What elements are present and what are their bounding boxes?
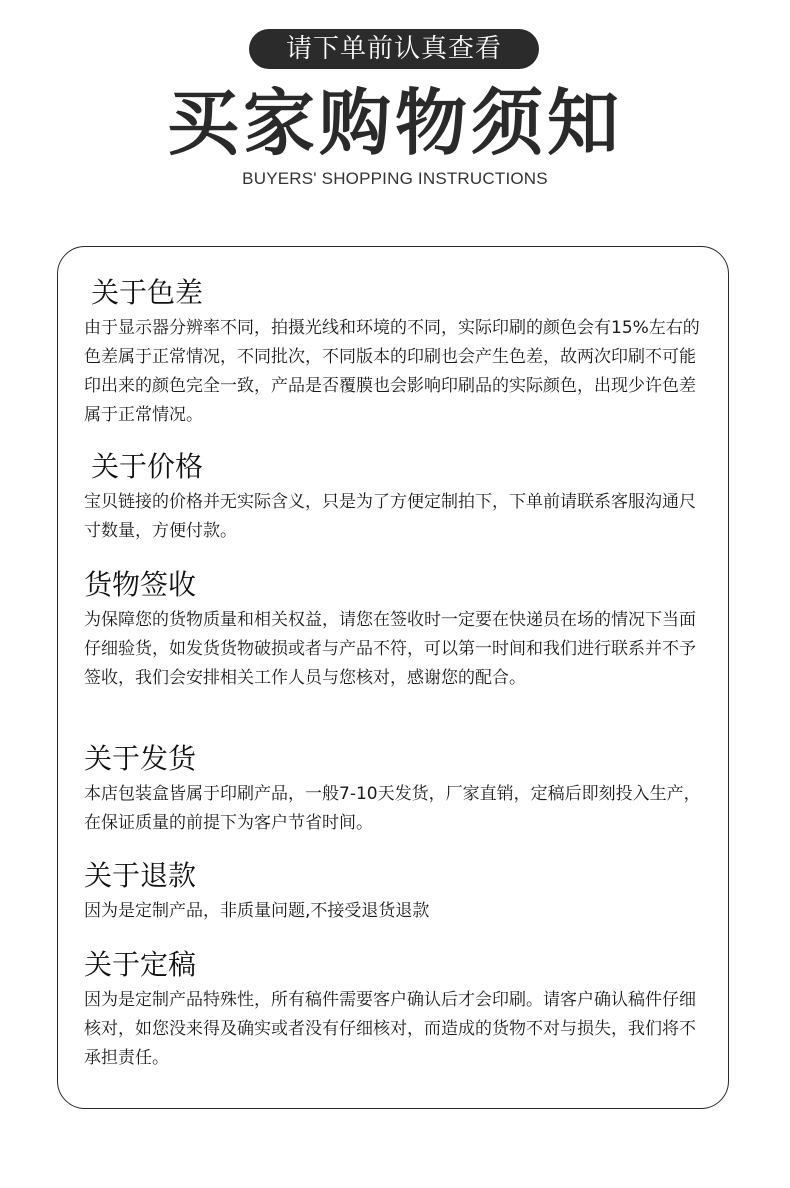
section-title: 关于发货	[84, 742, 197, 775]
section-delivery-receipt	[84, 568, 706, 693]
section-body: 因为是定制产品，非质量问题,不接受退货退款	[84, 901, 430, 921]
section-body: 由于显示器分辨率不同，拍摄光线和环境的不同，实际印刷的颜色会有15%左右的色差属于正常情况，不同批次，不同版本的印刷也会产生色差，故两次印刷不可能印出来的颜色完全一致，产品是否覆膜也会影响印刷品的实际颜色，出现少许色差属于正常情况。	[84, 318, 700, 425]
section-title: 关于定稿	[84, 948, 197, 981]
section-title: 货物签收	[84, 568, 197, 601]
section-body: 宝贝链接的价格并无实际含义，只是为了方便定制拍下，下单前请联系客服沟通尺寸数量，方便付款。	[84, 492, 696, 541]
section-price	[84, 450, 706, 546]
page-subtitle: BUYERS' SHOPPING INSTRUCTIONS	[242, 169, 548, 188]
header-pill-badge: 请下单前认真查看	[249, 29, 539, 69]
section-title: 关于退款	[84, 859, 197, 892]
section-color-difference	[84, 276, 706, 430]
section-body: 本店包装盒皆属于印刷产品，一般7-10天发货，厂家直销，定稿后即刻投入生产，在保证质量的前提下为客户节省时间。	[84, 784, 701, 833]
section-body: 为保障您的货物质量和相关权益，请您在签收时一定要在快递员在场的情况下当面仔细验货，如发货货物破损或者与产品不符，可以第一时间和我们进行联系并不予签收，我们会安排相关工作人员与您核对，感谢您的配合。	[84, 610, 696, 688]
section-final-draft	[84, 948, 706, 1073]
section-title: 关于价格	[91, 450, 204, 483]
section-title: 关于色差	[91, 276, 204, 309]
section-body: 因为是定制产品特殊性，所有稿件需要客户确认后才会印刷。请客户确认稿件仔细核对，如您没来得及确实或者没有仔细核对，而造成的货物不对与损失，我们将不承担责任。	[84, 990, 696, 1068]
page-title: 买家购物须知	[166, 81, 623, 165]
section-refund	[84, 859, 706, 926]
section-shipping	[84, 742, 706, 838]
